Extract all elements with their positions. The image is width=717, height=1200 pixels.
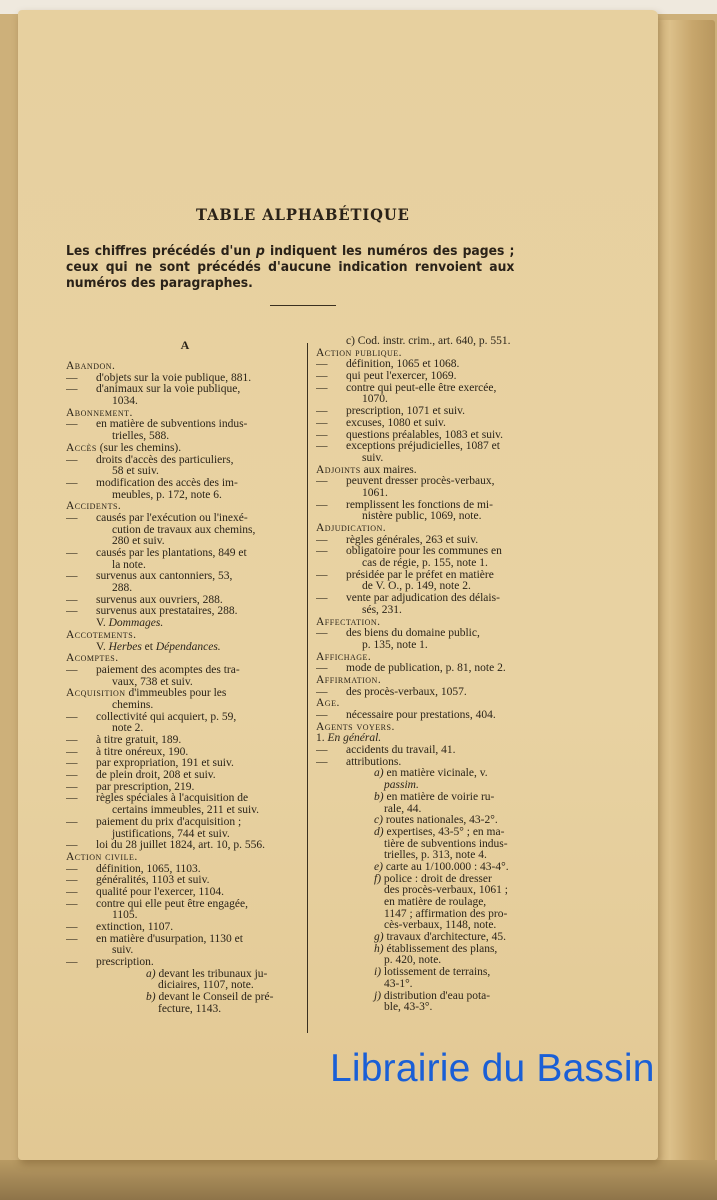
entry-text: 43-1°. xyxy=(384,977,413,990)
entry-text: extinction, 1107. xyxy=(96,921,174,933)
entry-text: nécessaire pour prestations, 404. xyxy=(346,709,496,721)
entry-text: prescription, 1071 et suiv. xyxy=(346,405,466,418)
entry-text: par prescription, 219. xyxy=(96,780,195,793)
heading-term: Accès xyxy=(66,441,97,454)
dash-mark: — xyxy=(66,862,78,875)
index-entry-line xyxy=(66,899,304,911)
entry-text: fecture, 1143. xyxy=(158,1002,222,1015)
dash-mark: — xyxy=(316,755,328,768)
entry-text: loi du 28 juillet 1824, art. 10, p. 556. xyxy=(96,839,265,852)
entry-text: (sur les chemins). xyxy=(96,441,182,454)
dash-mark: — xyxy=(316,440,328,453)
entry-italic: a) xyxy=(146,967,156,980)
entry-text: causés par l'exécution ou l'inexé- xyxy=(96,511,248,524)
heading-term: Affirmation. xyxy=(316,673,382,686)
entry-text: 288. xyxy=(112,582,133,595)
entry-text: carte au 1/100.000 : 43-4°. xyxy=(382,860,509,873)
entry-text: 1105. xyxy=(112,909,138,922)
dash-mark: — xyxy=(316,533,328,546)
entry-text: meubles, p. 172, note 6. xyxy=(112,488,222,501)
dash-mark: — xyxy=(66,921,78,933)
intro-text-italic: p xyxy=(256,244,265,259)
dash-mark: — xyxy=(316,627,328,640)
dash-mark: — xyxy=(316,592,328,605)
entry-text: 58 et suiv. xyxy=(112,465,159,478)
index-entry-line xyxy=(316,1002,566,1014)
entry-text: droits d'accès des particuliers, xyxy=(96,453,234,466)
index-entry-line xyxy=(66,384,304,396)
entry-text: accidents du travail, 41. xyxy=(346,744,456,757)
heading-term: Action civile. xyxy=(66,850,138,863)
dash-mark: — xyxy=(316,545,328,558)
index-entry-line xyxy=(66,455,304,467)
watermark: Librairie du Bassin xyxy=(330,1047,655,1090)
entry-italic: Dommages. xyxy=(108,617,164,630)
entry-italic: i) xyxy=(374,966,382,979)
entry-text: contre qui elle peut être engagée, xyxy=(96,897,248,910)
dash-mark: — xyxy=(66,593,78,606)
intro-paragraph xyxy=(66,244,514,292)
dash-mark: — xyxy=(66,605,78,618)
entry-text: d'animaux sur la voie publique, xyxy=(96,383,241,396)
dash-mark: — xyxy=(66,663,78,676)
entry-text: à titre gratuit, 189. xyxy=(96,734,182,746)
entry-text: 1. xyxy=(316,732,328,745)
entry-text: chemins. xyxy=(112,698,154,711)
entry-text: cès-verbaux, 1148, note. xyxy=(384,919,497,932)
entry-italic: Dépendances. xyxy=(155,640,221,653)
entry-text: survenus aux prestataires, 288. xyxy=(96,605,238,618)
entry-text: règles spéciales à l'acquisition de xyxy=(96,792,249,805)
entry-text: établissement des plans, xyxy=(383,942,498,955)
entry-text: des procès-verbaux, 1057. xyxy=(346,685,467,698)
dash-mark: — xyxy=(316,475,328,488)
index-entry-line xyxy=(66,1004,304,1016)
dash-mark: — xyxy=(66,453,78,466)
entry-text: cas de régie, p. 155, note 1. xyxy=(362,557,488,570)
dash-mark: — xyxy=(316,662,328,675)
entry-text: définition, 1065 et 1068. xyxy=(346,358,460,371)
index-entry-line xyxy=(66,525,304,537)
entry-text: rale, 44. xyxy=(384,802,422,815)
heading-term: Acquisition xyxy=(66,687,126,700)
entry-text: d'objets sur la voie publique, 881. xyxy=(96,371,252,384)
entry-text: et xyxy=(141,640,156,653)
entry-text: de plein droit, 208 et suiv. xyxy=(96,769,216,782)
dash-mark: — xyxy=(316,498,328,511)
dash-mark: — xyxy=(316,381,328,394)
entry-text: mode de publication, p. 81, note 2. xyxy=(346,662,506,675)
entry-text: contre qui peut-elle être exercée, xyxy=(346,381,497,394)
page-title: TABLE ALPHABÉTIQUE xyxy=(196,205,410,224)
dash-mark: — xyxy=(66,371,78,384)
left-entries xyxy=(66,361,304,1016)
entry-text: devant les tribunaux ju- xyxy=(155,967,268,980)
section-letter: A xyxy=(180,338,190,352)
entry-text: questions préalables, 1083 et suiv. xyxy=(346,428,504,441)
heading-term: Affichage. xyxy=(316,650,372,663)
entry-text: justifications, 744 et suiv. xyxy=(112,827,230,840)
heading-term: Accotements. xyxy=(66,628,137,641)
dash-mark: — xyxy=(66,734,78,746)
index-entry-line xyxy=(66,571,304,583)
index-column-right xyxy=(316,336,566,1014)
dash-mark: — xyxy=(66,570,78,583)
index-entry-line xyxy=(66,712,304,724)
entry-text: présidée par le préfet en matière xyxy=(346,568,494,581)
index-column-left xyxy=(66,336,304,1016)
heading-term: Action publique. xyxy=(316,346,403,359)
dash-mark: — xyxy=(66,839,78,852)
column-divider xyxy=(307,343,308,1033)
index-entry-line xyxy=(316,628,566,640)
entry-text: V. xyxy=(96,640,109,653)
entry-text: V. xyxy=(96,617,109,630)
dash-mark: — xyxy=(316,709,328,721)
entry-text: suiv. xyxy=(112,944,134,957)
index-entry-line xyxy=(66,548,304,560)
entry-text: routes nationales, 43-2°. xyxy=(382,814,498,827)
heading-term: Accidents. xyxy=(66,500,122,513)
heading-term: Agents voyers. xyxy=(316,720,395,733)
entry-text: exceptions préjudicielles, 1087 et xyxy=(346,440,500,453)
entry-text: qui peut l'exercer, 1069. xyxy=(346,370,457,383)
entry-text: qualité pour l'exercer, 1104. xyxy=(96,885,224,898)
index-entry-line xyxy=(316,687,566,699)
entry-text: survenus aux cantonniers, 53, xyxy=(96,570,233,583)
heading-term: Acomptes. xyxy=(66,652,119,665)
entry-italic: b) xyxy=(146,991,156,1004)
index-entry-line xyxy=(316,792,566,804)
dash-mark: — xyxy=(66,745,78,758)
title-rule xyxy=(270,305,336,306)
entry-text: des procès-verbaux, 1061 ; xyxy=(384,884,508,897)
entry-text: excuses, 1080 et suiv. xyxy=(346,416,446,429)
dash-mark: — xyxy=(316,358,328,371)
heading-term: Affectation. xyxy=(316,615,381,628)
entry-text: trielles, p. 313, note 4. xyxy=(384,849,487,862)
entry-text: en matière d'usurpation, 1130 et xyxy=(96,932,243,945)
entry-text: police : droit de dresser xyxy=(381,872,492,885)
entry-text: 1147 ; affirmation des pro- xyxy=(384,907,508,920)
dash-mark: — xyxy=(66,476,78,489)
entry-text: collectivité qui acquiert, p. 59, xyxy=(96,710,237,723)
entry-italic: d) xyxy=(374,825,384,838)
dash-mark: — xyxy=(66,815,78,828)
dash-mark: — xyxy=(66,511,78,524)
entry-text: tière de subventions indus- xyxy=(384,837,508,850)
entry-text: lotissement de terrains, xyxy=(381,966,491,979)
dash-mark: — xyxy=(316,685,328,698)
entry-text: la note. xyxy=(112,558,146,571)
entry-text: 1034. xyxy=(112,395,138,408)
entry-text: de V. O., p. 149, note 2. xyxy=(362,580,471,593)
entry-text: 1061. xyxy=(362,486,388,499)
dash-mark: — xyxy=(316,428,328,441)
heading-term: Adjudication. xyxy=(316,522,387,534)
dash-mark: — xyxy=(66,932,78,945)
entry-text: d'immeubles pour les xyxy=(125,687,227,700)
dash-mark: — xyxy=(66,780,78,793)
entry-text: 1070. xyxy=(362,393,388,406)
entry-text: paiement du prix d'acquisition ; xyxy=(96,815,242,828)
entry-italic: h) xyxy=(374,942,384,955)
entry-text: cution de travaux aux chemins, xyxy=(112,523,256,536)
entry-text: prescription. xyxy=(96,956,154,969)
entry-text: des biens du domaine public, xyxy=(346,627,480,640)
entry-text: trielles, 588. xyxy=(112,430,170,443)
right-entries xyxy=(316,336,566,1014)
dash-mark: — xyxy=(66,874,78,887)
entry-text: en matière de voirie ru- xyxy=(383,790,495,803)
dash-mark: — xyxy=(66,792,78,805)
dash-mark: — xyxy=(66,757,78,770)
background-bottom xyxy=(0,1160,717,1200)
dash-mark: — xyxy=(66,710,78,723)
entry-italic: passim. xyxy=(384,779,419,792)
entry-text: en matière vicinale, v. xyxy=(383,767,488,780)
dash-mark: — xyxy=(66,383,78,396)
entry-text: sés, 231. xyxy=(362,603,402,616)
entry-text: travaux d'architecture, 45. xyxy=(383,931,507,944)
dash-mark: — xyxy=(316,405,328,418)
index-heading xyxy=(66,688,304,700)
heading-term: Abonnement. xyxy=(66,406,133,419)
entry-text: p. 135, note 1. xyxy=(362,638,428,651)
entry-text: survenus aux ouvriers, 288. xyxy=(96,593,223,606)
heading-term: Adjoints xyxy=(316,463,361,476)
entry-text: définition, 1065, 1103. xyxy=(96,862,201,875)
entry-text: aux maires. xyxy=(360,463,417,476)
dash-mark: — xyxy=(316,416,328,429)
dash-mark: — xyxy=(66,769,78,782)
entry-text: distribution d'eau pota- xyxy=(381,989,491,1002)
entry-italic: c) xyxy=(374,814,383,827)
dash-mark: — xyxy=(66,897,78,910)
entry-text: en matière de subventions indus- xyxy=(96,418,248,431)
dash-mark: — xyxy=(316,568,328,581)
entry-text: 280 et suiv. xyxy=(112,535,165,548)
index-entry-line xyxy=(316,476,566,488)
entry-text: causés par les plantations, 849 et xyxy=(96,547,247,559)
entry-text: en matière de roulage, xyxy=(384,896,487,908)
entry-text: par expropriation, 191 et suiv. xyxy=(96,757,234,770)
intro-text-before: Les chiffres précédés d'un xyxy=(66,244,257,259)
index-entry-line xyxy=(316,991,566,1003)
entry-italic: f) xyxy=(374,872,382,885)
dash-mark: — xyxy=(316,370,328,383)
entry-italic: j) xyxy=(374,989,382,1002)
index-entry-line xyxy=(66,934,304,946)
entry-text: nistère public, 1069, note. xyxy=(362,510,482,523)
dash-mark: — xyxy=(66,956,78,969)
entry-text: certains immeubles, 211 et suiv. xyxy=(112,804,260,817)
index-entry-line xyxy=(316,967,566,979)
heading-term: Abandon. xyxy=(66,360,116,372)
entry-italic: b) xyxy=(374,790,384,803)
entry-text: p. 420, note. xyxy=(384,954,442,967)
entry-text: paiement des acomptes des tra- xyxy=(96,663,240,676)
entry-text: vaux, 738 et suiv. xyxy=(112,675,193,688)
entry-text: attributions. xyxy=(346,755,402,768)
entry-text: c) Cod. instr. crim., art. 640, p. 551. xyxy=(346,336,511,347)
dash-mark: — xyxy=(66,547,78,559)
entry-italic: En général. xyxy=(327,732,382,745)
intro-text-after: indiquent les numéros des pages ; ceux qui ne sont précédés d'aucune indication renvoient aux numéros des paragraphes. xyxy=(66,244,515,291)
dash-mark: — xyxy=(66,418,78,431)
entry-text: ble, 43-3°. xyxy=(384,1001,433,1014)
index-entry-line xyxy=(66,419,304,431)
entry-text: expertises, 43-5° ; en ma- xyxy=(383,825,505,838)
entry-text: remplissent les fonctions de mi- xyxy=(346,498,493,511)
entry-text: règles générales, 263 et suiv. xyxy=(346,533,479,546)
dash-mark: — xyxy=(316,744,328,757)
entry-text: vente par adjudication des délais- xyxy=(346,592,500,605)
entry-text: modification des accès des im- xyxy=(96,476,238,489)
entry-text: obligatoire pour les communes en xyxy=(346,545,502,558)
entry-text: note 2. xyxy=(112,722,144,735)
heading-term: Age. xyxy=(316,697,340,710)
entry-text: généralités, 1103 et suiv. xyxy=(96,874,210,887)
entry-italic: Herbes xyxy=(108,640,142,653)
index-entry-line xyxy=(316,441,566,453)
index-entry-line xyxy=(316,768,566,780)
entry-text: à titre onéreux, 190. xyxy=(96,745,189,758)
entry-italic: a) xyxy=(374,767,384,780)
entry-italic: e) xyxy=(374,860,383,873)
index-entry-line xyxy=(316,593,566,605)
index-entry-line xyxy=(316,383,566,395)
entry-text: peuvent dresser procès-verbaux, xyxy=(346,475,495,488)
entry-text: diciaires, 1107, note. xyxy=(158,979,254,992)
entry-italic: g) xyxy=(374,931,384,944)
entry-text: devant le Conseil de pré- xyxy=(155,991,274,1004)
dash-mark: — xyxy=(66,885,78,898)
entry-text: suiv. xyxy=(362,451,384,464)
